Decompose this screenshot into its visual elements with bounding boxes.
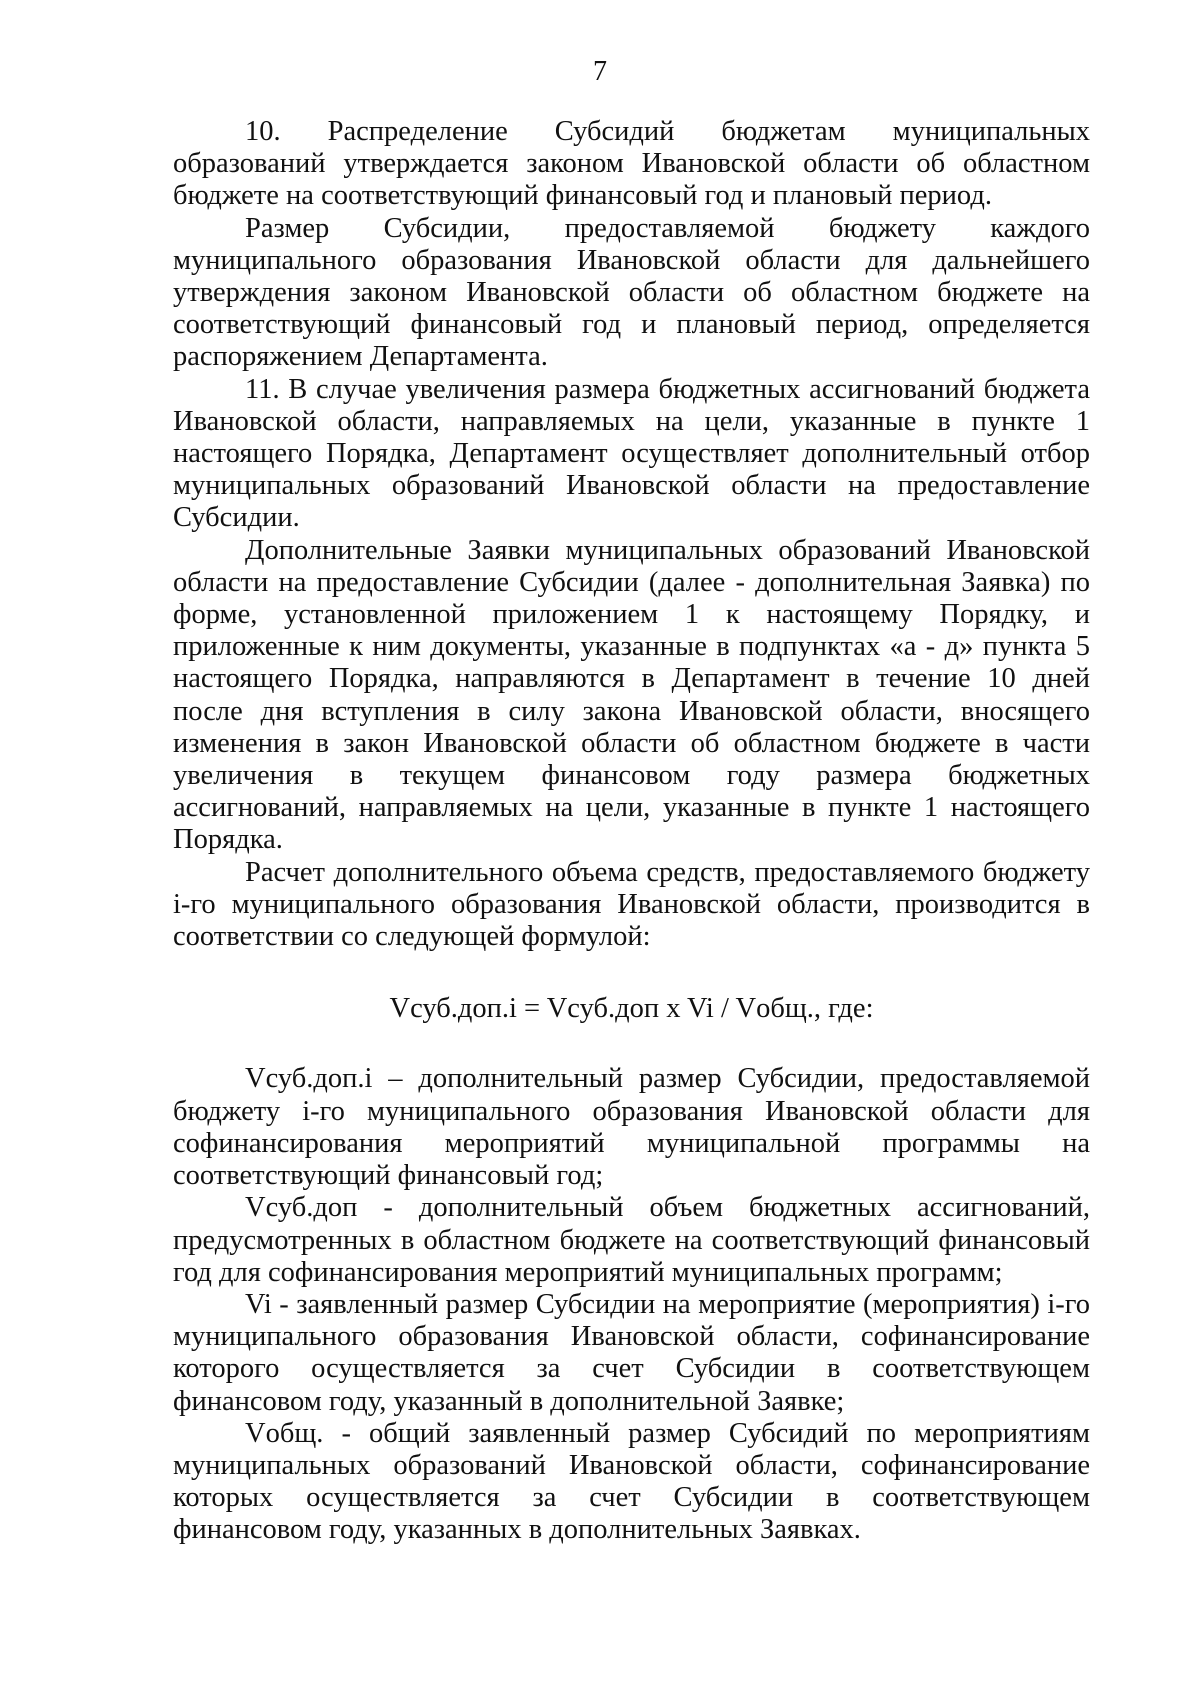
paragraph-additional-applications: Дополнительные Заявки муниципальных образований Ивановской области на предоставление Субсидии (далее - дополнительная Заявка) по форме, установленной приложением 1 к настоящему Порядку, и приложенные к ним документы, указанные в подпунктах «а - д» пункта 5 настоящего Порядка, направляются в Департамент в течение 10 дней после дня вступления в силу закона Ивановской области, вносящего изменения в закон Ивановской области об областном бюджете в части увеличения в текущем финансовом году размера бюджетных ассигнований, направляемых на цели, указанные в пункте 1 настоящего Порядка.	[173, 534, 1090, 856]
definition-vsub-dop-i: Vсуб.доп.i – дополнительный размер Субсидии, предоставляемой бюджету i-го муниципального образования Ивановской области для софинансирования мероприятий муниципальной программы на соответствующий финансовый год;	[173, 1063, 1090, 1192]
paragraph-distribution: 10. Распределение Субсидий бюджетам муниципальных образований утверждается законом Ивановской области об областном бюджете на соответствующий финансовый год и плановый период.	[173, 116, 1090, 212]
definition-vobsch: Vобщ. - общий заявленный размер Субсидий по мероприятиям муниципальных образований Ивановской области, софинансирование которых осуществляется за счет Субсидии в соответствующем финансовом году, указанных в дополнительных Заявках.	[173, 1417, 1090, 1546]
paragraph-subsidy-size: Размер Субсидии, предоставляемой бюджету каждого муниципального образования Ивановской области для дальнейшего утверждения законом Ивановской области об областном бюджете на соответствующий финансовый год и плановый период, определяется распоряжением Департамента.	[173, 212, 1090, 373]
paragraph-additional-selection: 11. В случае увеличения размера бюджетных ассигнований бюджета Ивановской области, направляемых на цели, указанные в пункте 1 настоящего Порядка, Департамент осуществляет дополнительный отбор муниципальных образований Ивановской области на предоставление Субсидии.	[173, 373, 1090, 534]
document-body	[173, 116, 1090, 1547]
definition-vsub-dop: Vсуб.доп - дополнительный объем бюджетных ассигнований, предусмотренных в областном бюджете на соответствующий финансовый год для софинансирования мероприятий муниципальных программ;	[173, 1192, 1090, 1288]
formula: Vсуб.доп.i = Vсуб.доп x Vi / Vобщ., где:	[389, 993, 874, 1025]
paragraph-calculation-intro: Расчет дополнительного объема средств, предоставляемого бюджету i-го муниципального образования Ивановской области, производится в соответствии со следующей формулой:	[173, 856, 1090, 953]
page-number: 7	[593, 56, 607, 87]
definition-vi: Vi - заявленный размер Субсидии на мероприятие (мероприятия) i-го муниципального образования Ивановской области, софинансирование которого осуществляется за счет Субсидии в соответствующем финансовом году, указанный в дополнительной Заявке;	[173, 1288, 1090, 1417]
